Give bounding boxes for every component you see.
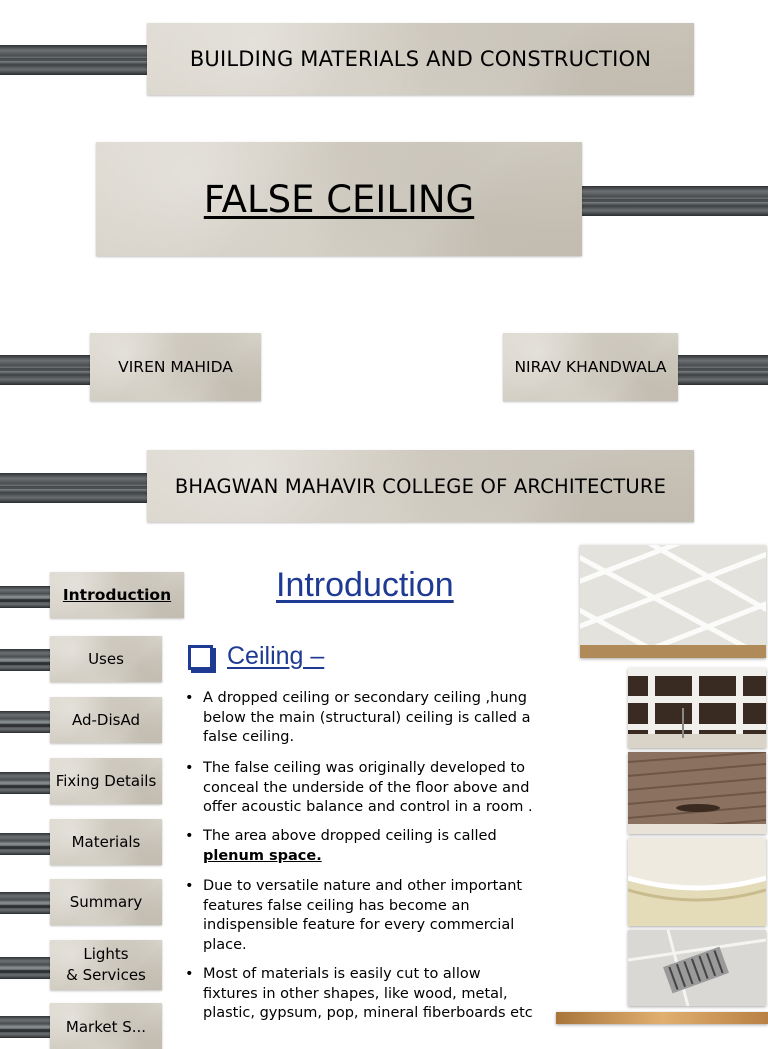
author-panel-1 bbox=[90, 333, 261, 401]
wood-plank-ceiling-photo bbox=[628, 752, 766, 834]
steel-rail bbox=[0, 1016, 52, 1038]
course-title-panel bbox=[147, 23, 694, 95]
nav-item-label: Summary bbox=[69, 892, 143, 911]
steel-rail bbox=[0, 833, 52, 855]
nav-item-label-line2: & Services bbox=[66, 966, 146, 984]
bullet-dot-icon: • bbox=[185, 966, 194, 982]
nav-item-label: Introduction bbox=[62, 585, 172, 604]
nav-item-fixing-details[interactable] bbox=[50, 758, 162, 804]
partial-ceiling-photo bbox=[556, 1012, 768, 1024]
nav-item-uses[interactable] bbox=[50, 636, 162, 682]
bullet-text: Due to versatile nature and other important features false ceiling has become an indispensible feature for every commercial place. bbox=[203, 878, 523, 953]
college-name: BHAGWAN MAHAVIR COLLEGE OF ARCHITECTURE bbox=[174, 474, 667, 498]
steel-rail bbox=[0, 957, 52, 979]
plenum-space-term: plenum space. bbox=[203, 847, 322, 864]
bullet-text-part: The area above dropped ceiling is called bbox=[203, 828, 497, 844]
nav-item-materials[interactable] bbox=[50, 819, 162, 865]
nav-item-summary[interactable] bbox=[50, 879, 162, 925]
nav-item-label: Ad-DisAd bbox=[72, 710, 140, 729]
bullet-dot-icon: • bbox=[185, 828, 194, 844]
college-panel bbox=[147, 450, 694, 522]
nav-item-lights-services[interactable] bbox=[50, 940, 162, 990]
steel-rail bbox=[676, 355, 768, 385]
steel-rail bbox=[0, 772, 52, 794]
steel-rail bbox=[0, 473, 150, 503]
nav-item-label: Uses bbox=[88, 649, 124, 668]
course-title: BUILDING MATERIALS AND CONSTRUCTION bbox=[189, 47, 652, 71]
page-heading: Introduction bbox=[276, 566, 454, 604]
nav-item-label: Lights bbox=[83, 945, 129, 963]
bullet-item bbox=[185, 827, 535, 866]
author-name: VIREN MAHIDA bbox=[118, 358, 233, 376]
steel-rail bbox=[0, 711, 52, 733]
ceiling-light-fixture-photo bbox=[628, 930, 766, 1006]
author-name: NIRAV KHANDWALA bbox=[514, 358, 667, 376]
steel-rail bbox=[0, 45, 150, 75]
checkbox-icon bbox=[188, 645, 213, 670]
author-panel-2 bbox=[503, 333, 678, 401]
bullet-dot-icon: • bbox=[185, 878, 194, 894]
bullet-dot-icon: • bbox=[185, 690, 194, 706]
bullet-item bbox=[185, 877, 535, 955]
bullet-text: Most of materials is easily cut to allow fixtures in other shapes, like wood, metal, plastic, gypsum, pop, mineral fiberboards etc bbox=[203, 966, 533, 1021]
cove-ceiling-photo bbox=[628, 838, 766, 926]
section-subheading: Ceiling – bbox=[227, 642, 325, 670]
nav-item-ad-disad[interactable] bbox=[50, 697, 162, 743]
topic-title-panel bbox=[96, 142, 582, 256]
topic-title: FALSE CEILING bbox=[203, 177, 475, 221]
ceiling-tile-grid-photo bbox=[580, 545, 766, 658]
bullet-text bbox=[203, 827, 535, 866]
coffered-ceiling-photo bbox=[628, 668, 766, 748]
nav-item-introduction[interactable] bbox=[50, 572, 184, 618]
nav-item-label: Materials bbox=[71, 832, 141, 851]
steel-rail bbox=[0, 355, 92, 385]
steel-rail bbox=[0, 892, 52, 914]
bullet-item bbox=[185, 759, 535, 818]
nav-item-label: Fixing Details bbox=[55, 771, 157, 790]
steel-rail bbox=[0, 649, 52, 671]
nav-item-market[interactable] bbox=[50, 1003, 162, 1049]
steel-rail bbox=[0, 586, 52, 608]
bullet-text: The false ceiling was originally developed to conceal the underside of the floor above and offer acoustic balance and control in a room . bbox=[203, 760, 533, 815]
bullet-dot-icon: • bbox=[185, 760, 194, 776]
bullet-text: A dropped ceiling or secondary ceiling ,hung below the main (structural) ceiling is called a false ceiling. bbox=[203, 690, 531, 745]
bullet-item bbox=[185, 965, 535, 1024]
bullet-item bbox=[185, 689, 535, 748]
steel-rail bbox=[580, 186, 768, 216]
nav-item-label: Market S... bbox=[65, 1018, 147, 1036]
